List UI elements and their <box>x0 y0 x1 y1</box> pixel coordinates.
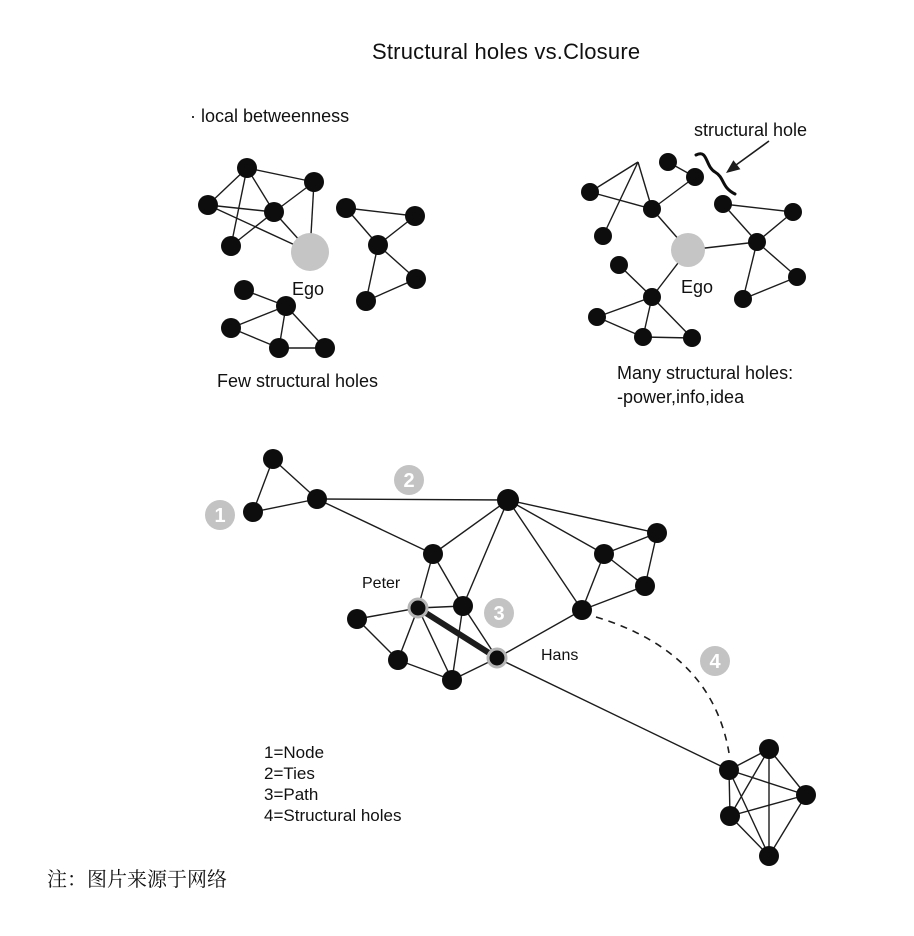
ego-node <box>671 233 705 267</box>
local-betweenness-note: · local betweenness <box>190 106 350 126</box>
tie-edge <box>317 499 508 500</box>
tie-edge <box>508 500 604 554</box>
tie-edge <box>317 499 433 554</box>
right-caption <box>617 361 793 409</box>
legend-item-node: 1=Node <box>264 743 325 762</box>
right-caption-line2: -power,info,idea <box>617 387 745 407</box>
network-node <box>453 596 473 616</box>
tie-edge <box>590 192 652 209</box>
network-node <box>269 338 289 358</box>
peter-node <box>409 599 427 617</box>
network-node <box>336 198 356 218</box>
network-node <box>581 183 599 201</box>
tie-edge <box>582 586 645 610</box>
network-node <box>497 489 519 511</box>
ego-label-left: Ego <box>292 279 325 299</box>
right-caption-line1: Many structural holes: <box>617 363 794 383</box>
step-badge-number: 2 <box>403 470 415 492</box>
step-badge-number: 3 <box>493 603 505 625</box>
tie-edge <box>729 770 806 795</box>
tie-edge <box>452 606 463 680</box>
annotation-arrow-line <box>736 141 769 165</box>
network-node <box>264 202 284 222</box>
network-node <box>221 236 241 256</box>
step-badge-number: 4 <box>709 651 721 673</box>
network-node <box>221 318 241 338</box>
network-node <box>356 291 376 311</box>
network-node <box>588 308 606 326</box>
page-title: Structural holes vs.Closure <box>372 39 641 64</box>
network-node <box>442 670 462 690</box>
network-node <box>647 523 667 543</box>
network-node <box>686 168 704 186</box>
network-node <box>594 227 612 245</box>
network-node <box>263 449 283 469</box>
tie-edge <box>508 500 657 533</box>
network-node <box>198 195 218 215</box>
network-node <box>734 290 752 308</box>
network-node <box>634 328 652 346</box>
legend-item-structural-holes: 4=Structural holes <box>264 806 402 825</box>
network-node <box>719 760 739 780</box>
network-node <box>784 203 802 221</box>
annotation-arrow-head <box>726 160 740 173</box>
left-caption: Few structural holes <box>217 371 379 391</box>
network-node <box>237 158 257 178</box>
ego-node <box>291 233 329 271</box>
source-footnote: 注：图片来源于网络 <box>47 869 227 891</box>
network-node <box>759 739 779 759</box>
legend <box>264 742 402 826</box>
network-node <box>368 235 388 255</box>
network-node <box>388 650 408 670</box>
legend-item-ties: 2=Ties <box>264 764 315 783</box>
network-node <box>572 600 592 620</box>
network-node <box>405 206 425 226</box>
network-node <box>683 329 701 347</box>
tie-edge <box>508 500 582 610</box>
network-node <box>748 233 766 251</box>
network-node <box>643 200 661 218</box>
step-badge-number: 1 <box>214 505 226 527</box>
structural-hole-label: structural hole <box>694 120 808 140</box>
peter-label: Peter <box>362 575 401 592</box>
legend-item-path: 3=Path <box>264 785 319 804</box>
structural-hole-dashed-arc <box>596 617 729 753</box>
tie-edge <box>497 658 729 770</box>
network-node <box>406 269 426 289</box>
network-node <box>610 256 628 274</box>
network-node <box>594 544 614 564</box>
network-node <box>659 153 677 171</box>
tie-edge <box>247 168 314 182</box>
network-node <box>315 338 335 358</box>
network-node <box>423 544 443 564</box>
ego-label-right: Ego <box>681 277 714 297</box>
network-node <box>714 195 732 213</box>
network-node <box>796 785 816 805</box>
network-node <box>635 576 655 596</box>
network-node <box>304 172 324 192</box>
tie-edge <box>723 204 793 212</box>
network-node <box>759 846 779 866</box>
hans-label: Hans <box>541 647 579 664</box>
network-node <box>307 489 327 509</box>
network-node <box>234 280 254 300</box>
network-node <box>720 806 740 826</box>
network-node <box>347 609 367 629</box>
network-node <box>243 502 263 522</box>
hans-node <box>488 649 506 667</box>
network-node <box>788 268 806 286</box>
network-node <box>643 288 661 306</box>
tie-edge <box>346 208 415 216</box>
